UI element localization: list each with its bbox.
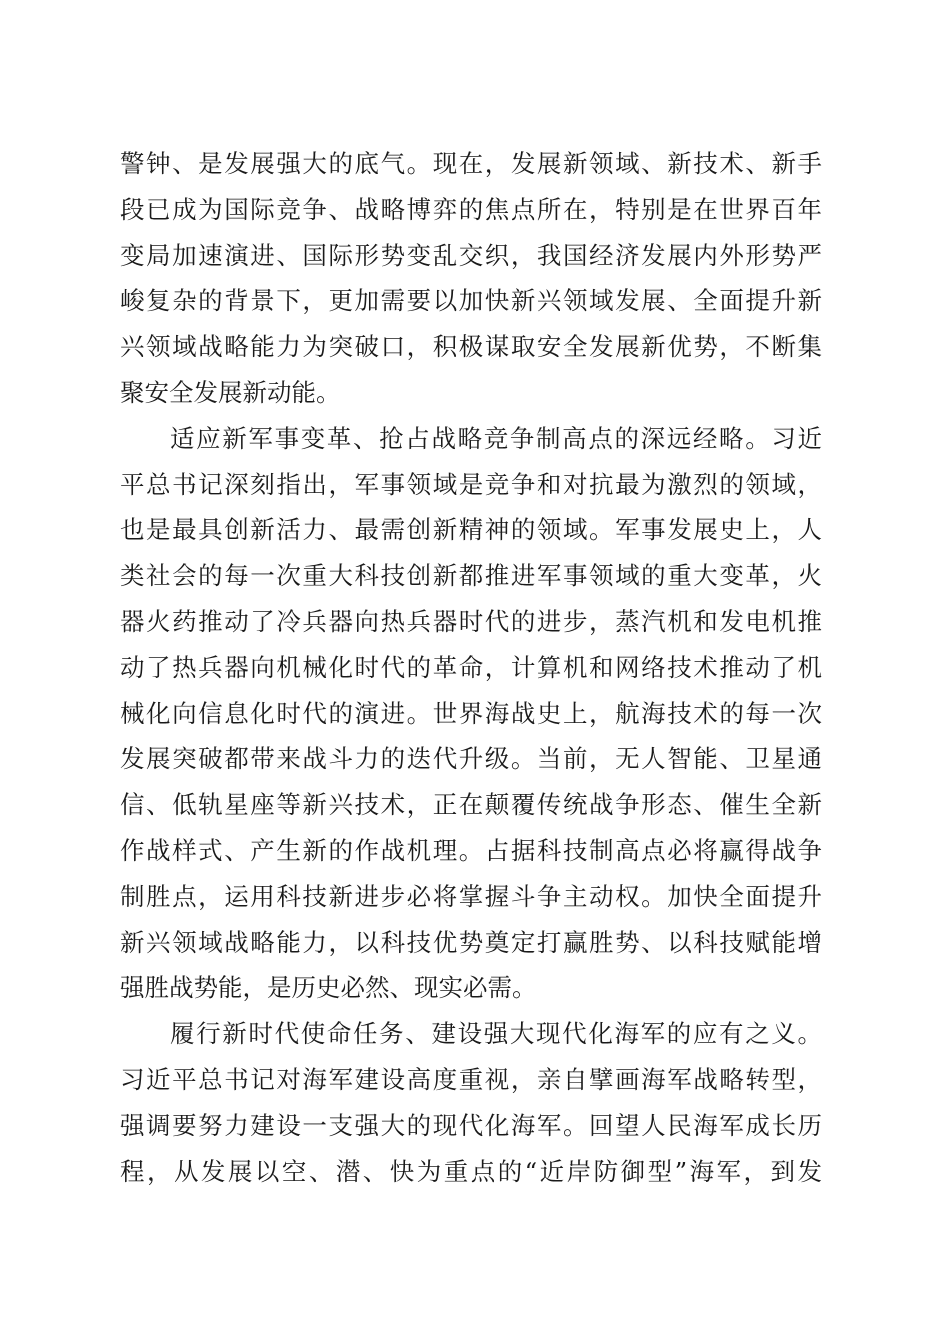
text-line: 变局加速演进、国际形势变乱交织，我国经济发展内外形势严: [120, 240, 822, 270]
text-line: 信、低轨星座等新兴技术，正在颠覆传统战争形态、催生全新: [120, 790, 822, 820]
text-line: 类社会的每一次重大科技创新都推进军事领域的重大变革，火: [120, 561, 822, 591]
text-line: 动了热兵器向机械化时代的革命，计算机和网络技术推动了机: [120, 652, 822, 682]
text-line: 强调要努力建设一支强大的现代化海军。回望人民海军成长历: [120, 1110, 822, 1140]
text-line: 平总书记深刻指出，军事领域是竞争和对抗最为激烈的领域，: [120, 469, 822, 499]
text-line: 器火药推动了冷兵器向热兵器时代的进步，蒸汽机和发电机推: [120, 606, 822, 636]
text-line: 聚安全发展新动能。: [120, 377, 341, 407]
paragraph: [120, 416, 822, 1011]
text-line: 制胜点，运用科技新进步必将掌握斗争主动权。加快全面提升: [120, 881, 822, 911]
text-line: 峻复杂的背景下，更加需要以加快新兴领域发展、全面提升新: [120, 286, 822, 316]
text-line: 适应新军事变革、抢占战略竞争制高点的深远经略。习近: [170, 423, 822, 453]
text-line: 段已成为国际竞争、战略博弈的焦点所在，特别是在世界百年: [120, 194, 822, 224]
text-line: 新兴领域战略能力，以科技优势奠定打赢胜势、以科技赋能增: [120, 927, 822, 957]
text-line: 发展突破都带来战斗力的迭代升级。当前，无人智能、卫星通: [120, 744, 822, 774]
text-line: 械化向信息化时代的演进。世界海战史上，航海技术的每一次: [120, 698, 822, 728]
text-line: 强胜战势能，是历史必然、现实必需。: [120, 973, 537, 1003]
text-line: 兴领域战略能力为突破口，积极谋取安全发展新优势，不断集: [120, 332, 822, 362]
text-line: 履行新时代使命任务、建设强大现代化海军的应有之义。: [170, 1019, 822, 1049]
text-line: 作战样式、产生新的作战机理。占据科技制高点必将赢得战争: [120, 835, 822, 865]
text-line: 程，从发展以空、潜、快为重点的“近岸防御型”海军，到发: [120, 1156, 822, 1186]
text-line: 警钟、是发展强大的底气。现在，发展新领域、新技术、新手: [120, 149, 822, 178]
text-line: 习近平总书记对海军建设高度重视，亲自擘画海军战略转型，: [120, 1064, 822, 1094]
paragraph: [120, 1011, 822, 1194]
document-body: [120, 141, 822, 1194]
paragraph: [120, 141, 822, 416]
text-line: 也是最具创新活力、最需创新精神的领域。军事发展史上，人: [120, 515, 822, 545]
